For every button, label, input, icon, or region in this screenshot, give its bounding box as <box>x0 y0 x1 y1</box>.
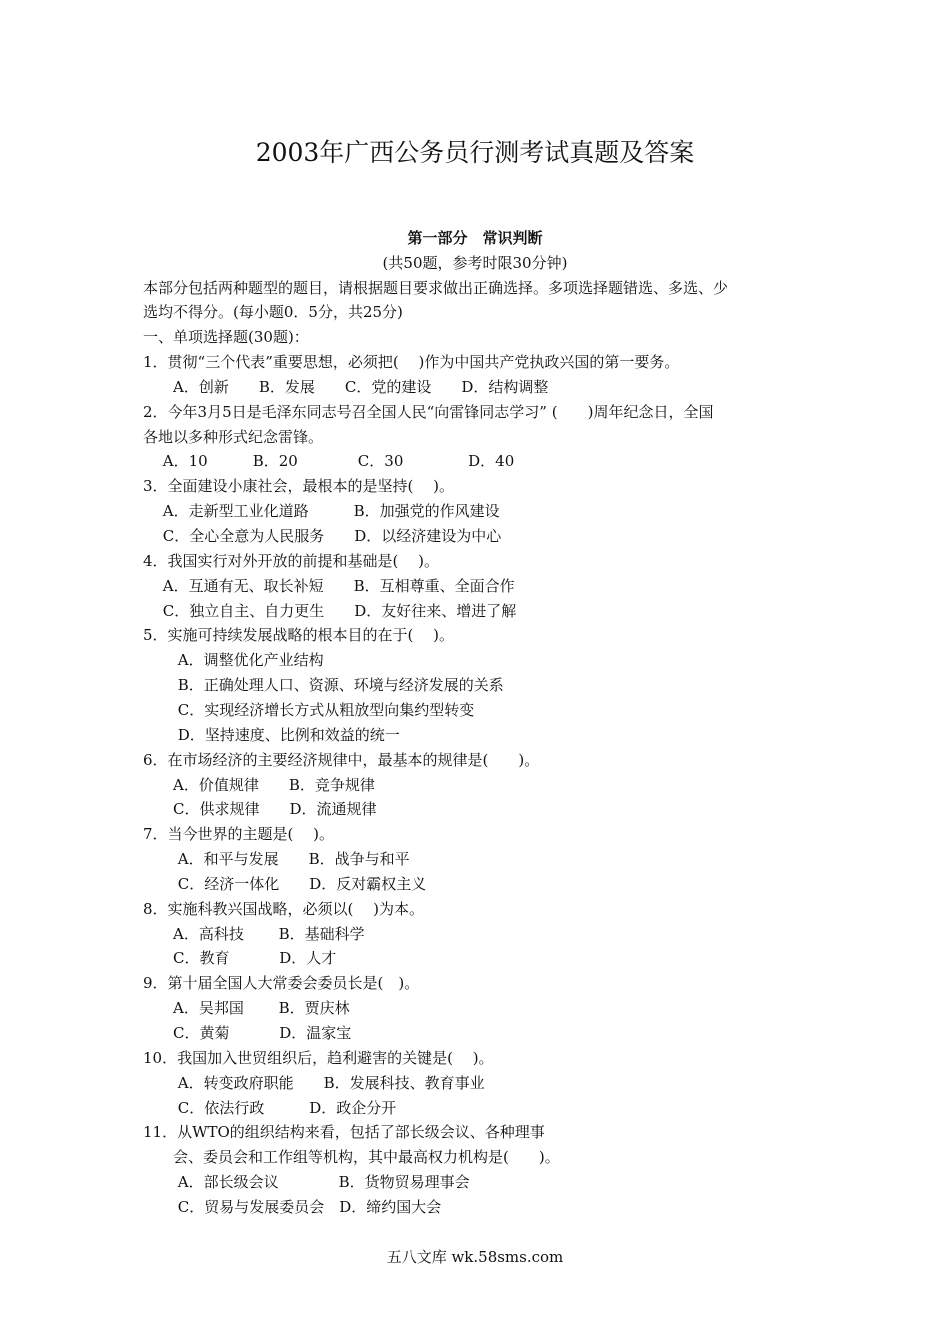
question-line: A．和平与发展 B．战争与和平 <box>143 850 410 868</box>
section-subtitle: (共50题，参考时限30分钟) <box>382 254 568 272</box>
question-line: 10．我国加入世贸组织后，趋利避害的关键是( )。 <box>143 1048 494 1067</box>
question-line: 11．从WTO的组织结构来看，包括了部长级会议、各种理事 <box>143 1123 545 1142</box>
part-heading: 一、单项选择题(30题)： <box>143 328 309 346</box>
question-line: 各地以多种形式纪念雷锋。 <box>143 427 324 446</box>
question-line: A．部长级会议 B．货物贸易理事会 <box>143 1173 470 1192</box>
question-line: 会、委员会和工作组等机构，其中最高权力机构是( )。 <box>143 1148 560 1167</box>
intro-line-2: 选均不得分。(每小题0．5分，共25分) <box>143 303 403 321</box>
question-line: A．价值规律 B．竞争规律 <box>143 775 375 794</box>
question-line: C．贸易与发展委员会 D．缔约国大会 <box>143 1197 442 1216</box>
question-line: 2．今年3月5日是毛泽东同志号召全国人民“向雷锋同志学习” ( )周年纪念日，全国 <box>143 402 714 421</box>
question-line: C．经济一体化 D．反对霸权主义 <box>143 874 427 893</box>
question-line: C．教育 D．人才 <box>143 949 337 968</box>
question-line: A．调整优化产业结构 <box>143 651 324 670</box>
question-line: B．正确处理人口、资源、环境与经济发展的关系 <box>143 676 504 694</box>
question-line: 6．在市场经济的主要经济规律中，最基本的规律是( )。 <box>143 750 540 769</box>
footer-watermark: 五八文库 wk.58sms.com <box>386 1248 564 1266</box>
question-line: 4．我国实行对外开放的前提和基础是( )。 <box>143 551 440 570</box>
question-line: 9．第十届全国人大常委会委员长是( )。 <box>143 974 420 993</box>
question-line: C．黄菊 D．温家宝 <box>143 1024 352 1042</box>
question-line: 3．全面建设小康社会，最根本的是坚持( )。 <box>143 477 455 496</box>
question-line: C．独立自主、自力更生 D．友好往来、增进了解 <box>143 601 517 620</box>
question-line: C．实现经济增长方式从粗放型向集约型转变 <box>143 700 475 719</box>
question-line: 1．贯彻“三个代表”重要思想，必须把( )作为中国共产党执政兴国的第一要务。 <box>143 353 680 371</box>
question-line: 5．实施可持续发展战略的根本目的在于( )。 <box>143 626 455 645</box>
question-line: 7．当今世界的主题是( )。 <box>143 825 335 844</box>
document-title: 2003年广西公务员行测考试真题及答案 <box>255 138 695 167</box>
question-line: C．全心全意为人民服务 D．以经济建设为中心 <box>143 527 502 545</box>
question-line: A．转变政府职能 B．发展科技、教育事业 <box>143 1073 485 1092</box>
question-line: A．走新型工业化道路 B．加强党的作风建设 <box>143 502 500 521</box>
question-line: A．互通有无、取长补短 B．互相尊重、全面合作 <box>143 576 515 595</box>
question-line: A．创新 B．发展 C．党的建设 D．结构调整 <box>143 377 549 396</box>
question-line: C．依法行政 D．政企分开 <box>143 1098 397 1117</box>
question-line: A．吴邦国 B．贾庆林 <box>143 999 350 1018</box>
question-line: C．供求规律 D．流通规律 <box>143 800 377 819</box>
section-title: 第一部分 常识判断 <box>407 229 543 247</box>
question-line: 8．实施科教兴国战略，必须以( )为本。 <box>143 899 425 918</box>
question-line: A．高科技 B．基础科学 <box>143 924 365 943</box>
question-line: A．10 B．20 C．30 D．40 <box>143 452 515 471</box>
question-line: D．坚持速度、比例和效益的统一 <box>143 725 400 744</box>
intro-line-1: 本部分包括两种题型的题目，请根据题目要求做出正确选择。多项选择题错选、多选、少 <box>143 279 729 297</box>
